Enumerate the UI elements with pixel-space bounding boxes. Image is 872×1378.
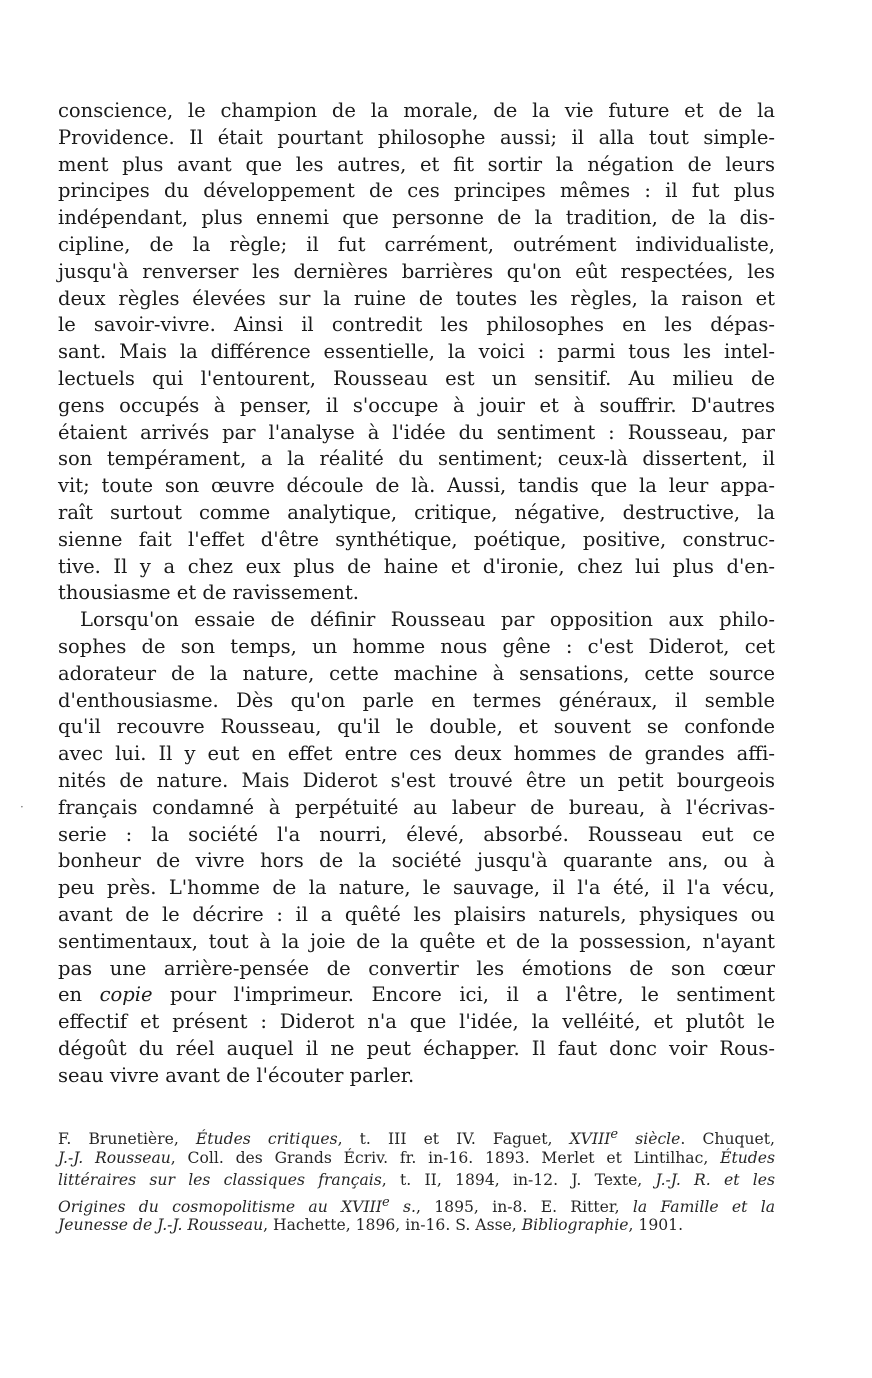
note-fragment: , 1901. [628,1216,684,1235]
note-title: siècle [618,1130,681,1149]
note-fragment: , t. II, 1894, in-12. J. Texte, [381,1171,656,1190]
text-line: lectuels qui l'entourent, Rousseau est un sensitif. Au milieu de [58,366,775,390]
text-line: adorateur de la nature, cette machine à sensations, cette source [58,661,775,685]
paragraph-1 [58,98,775,607]
note-title: littéraires sur les classiques français [58,1171,382,1190]
text-line: tive. Il y a chez eux plus de haine et d'ironie, chez lui plus d'en- [58,554,775,578]
text-line: cipline, de la règle; il fut carrément, outrément individualiste, [58,232,775,256]
text-line: Lorsqu'on essaie de définir Rousseau par opposition aux philo- [80,608,775,632]
note-line [58,1124,775,1147]
text-line: avec lui. Il y eut en effet entre ces deux hommes de grandes affi- [58,742,775,766]
text-line: seau vivre avant de l'écouter parler. [58,1063,415,1087]
text-line: d'enthousiasme. Dès qu'on parle en termes généraux, il semble [58,688,775,712]
note-line [58,1169,775,1192]
note-title: J.-J. R. et les [655,1171,776,1190]
text-line: pas une arrière-pensée de convertir les émotions de son cœur [58,956,775,980]
text-line [58,982,775,1009]
note-fragment: , 1895, in-8. E. Ritter, [415,1197,633,1216]
bibliography-notes [58,1124,775,1237]
text-line: indépendant, plus ennemi que personne de la tradition, de la dis- [58,206,775,230]
text-line: principes du développement de ces principes mêmes : il fut plus [58,179,775,203]
main-text [58,98,775,1089]
note-title: Bibliographie [521,1216,629,1235]
text-line: bonheur de vivre hors de la société jusqu'à quarante ans, ou à [58,849,775,873]
text-line: Providence. Il était pourtant philosophe aussi; il alla tout simple- [58,125,775,149]
text-line: conscience, le champion de la morale, de la vie future et de la [58,99,775,122]
note-title: J.-J. Rousseau [58,1148,171,1167]
text-line: nités de nature. Mais Diderot s'est trouvé être un petit bourgeois [58,768,775,792]
text-line: raît surtout comme analytique, critique, négative, destructive, la [58,500,775,524]
text-line: deux règles élevées sur la ruine de toutes les règles, la raison et [58,286,775,310]
text-line: thousiasme et de ravissement. [58,581,359,605]
text-line: le savoir-vivre. Ainsi il contredit les philosophes en les dépas- [58,313,775,337]
text-line: serie : la société l'a nourri, élevé, absorbé. Rousseau eut ce [58,822,775,846]
text-line: sant. Mais la différence essentielle, la voici : parmi tous les intel- [58,340,775,364]
text-line: son tempérament, a la réalité du sentiment; ceux-là dissertent, il [58,447,775,471]
note-line [58,1214,775,1237]
text-line: jusqu'à renverser les dernières barrières qu'on eût respectées, les [58,259,775,283]
text-line: sienne fait l'effet d'être synthétique, poétique, positive, construc- [58,527,775,551]
note-title: Origines du cosmopolitisme au XVIII [58,1197,382,1216]
note-fragment: , t. III et IV. Faguet, [337,1130,570,1149]
text-line: qu'il recouvre Rousseau, qu'il le double, et souvent se confonde [58,715,775,739]
text-line: effectif et présent : Diderot n'a que l'idée, la velléité, et plutôt le [58,1010,775,1034]
note-line [58,1147,775,1170]
note-line [58,1192,775,1215]
margin-mark: · [20,800,24,814]
note-fragment: , Hachette, 1896, in-16. S. Asse, [263,1216,522,1235]
note-fragment: . Chuquet, [680,1130,775,1149]
text-line: français condamné à perpétuité au labeur de bureau, à l'écrivas- [58,795,775,819]
text-line: gens occupés à penser, il s'occupe à jouir et à souffrir. D'autres [58,393,775,417]
text-line: sophes de son temps, un homme nous gêne : c'est Diderot, cet [58,634,775,658]
note-fragment: F. Brunetière, [58,1130,196,1149]
note-title: Études [720,1148,775,1167]
note-fragment: , Coll. des Grands Écriv. fr. in-16. 1893. Merlet et Lintilhac, [170,1148,721,1167]
italic-word: copie [99,983,153,1007]
text-line: peu près. L'homme de la nature, le sauvage, il l'a été, il l'a vécu, [58,876,775,900]
text-line: étaient arrivés par l'analyse à l'idée du sentiment : Rousseau, par [58,420,775,444]
note-title: Études critiques [195,1130,338,1149]
paragraph-2 [58,607,775,1089]
note-title: Jeunesse de J.-J. Rousseau [58,1216,264,1235]
note-superscript: e [381,1194,390,1210]
note-title: la Famille et la [632,1197,776,1216]
text-fragment: en [58,983,100,1007]
text-line: vit; toute son œuvre découle de là. Aussi, tandis que la leur appa- [58,474,775,498]
text-line: ment plus avant que les autres, et fit sortir la négation de leurs [58,152,775,176]
text-line: avant de le décrire : il a quêté les plaisirs naturels, physiques ou [58,902,775,926]
text-line: sentimentaux, tout à la joie de la quête et de la possession, n'ayant [58,929,775,953]
note-title: XVIII [569,1130,611,1149]
text-fragment: pour l'imprimeur. Encore ici, il a l'être, le sentiment [152,983,775,1007]
note-superscript: e [610,1127,619,1142]
note-title: s. [389,1197,416,1216]
text-line: dégoût du réel auquel il ne peut échapper. Il faut donc voir Rous- [58,1036,775,1060]
